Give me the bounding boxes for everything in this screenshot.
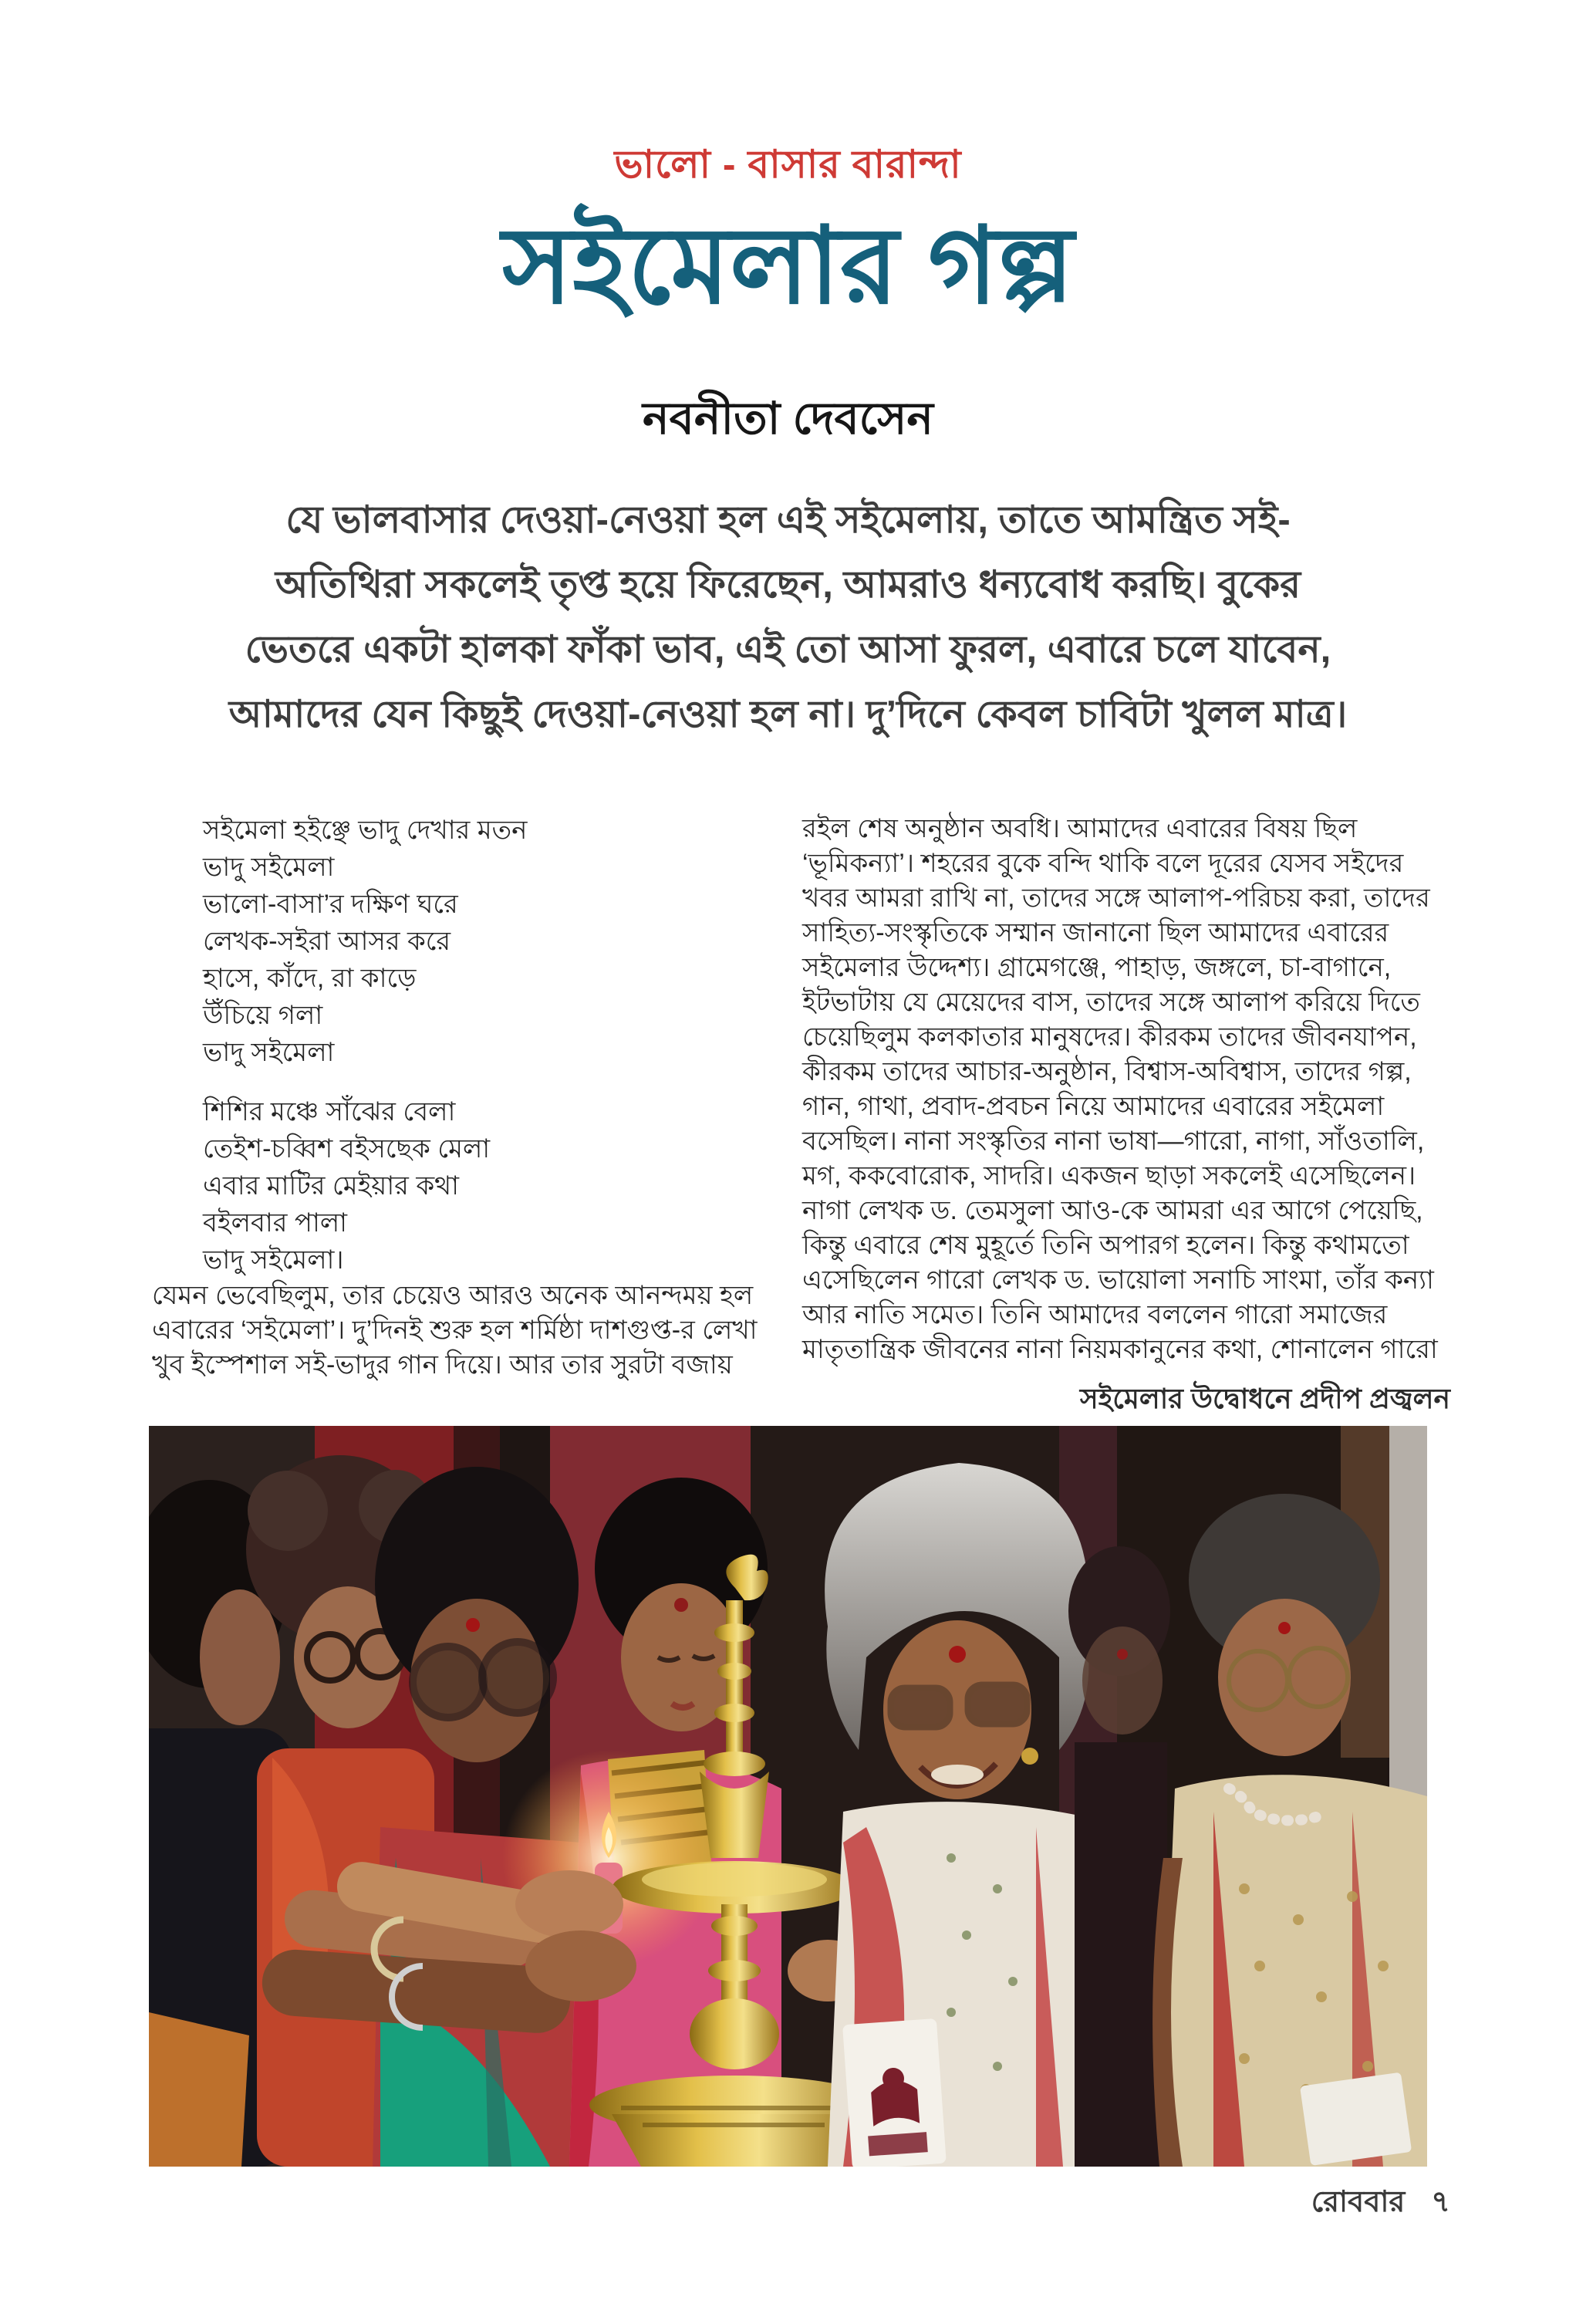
text-line: বইলবার পালা [203,1208,348,1238]
text-line: খুব ইস্পেশাল সই-ভাদুর গান দিয়ে। আর তার সুরটা বজায় [152,1350,733,1380]
ceremony-photo [149,1426,1427,2167]
text-line: রইল শেষ অনুষ্ঠান অবধি। আমাদের এবারের বিষয় ছিল [802,814,1358,843]
text-line: সইমেলা হইঞ্ছে ভাদু দেখার মতন [203,816,528,845]
text-line: ভাদু সইমেলা [203,853,335,882]
text-line: আর নাতি সমেত। তিনি আমাদের বললেন গারো সমাজের [802,1300,1388,1329]
text-line: সাহিত্য-সংস্কৃতিকে সম্মান জানানো ছিল আমাদের এবারের [802,918,1389,948]
text-line: কীরকম তাদের আচার-অনুষ্ঠান, বিশ্বাস-অবিশ্বাস, তাদের গল্প, [802,1057,1412,1086]
poem-stanza-2 [203,1093,769,1279]
paper-sheet [1300,2072,1412,2166]
text-line: শিশির মঞ্চে সাঁঝের বেলা [203,1097,456,1127]
text-line: গান, গাথা, প্রবাদ-প্রবচন নিয়ে আমাদের এবারের সইমেলা [802,1092,1385,1121]
author-byline: নবনীতা দেবসেন [642,394,934,444]
text-line: মাতৃতান্ত্রিক জীবনের নানা নিয়মকানুনের কথা, শোনালেন গারো [802,1335,1438,1364]
text-line: এবার মাটির মেইয়ার কথা [203,1171,459,1201]
text-line: সইমেলার উদ্দেশ্য। গ্রামেগঞ্জে, পাহাড়, জঙ্গলে, চা-বাগানে, [802,953,1392,982]
lamp-lighting-photo-illustration [149,1426,1427,2167]
text-line: এবারের ‘সইমেলা’। দু’দিনই শুরু হল শর্মিষ্ঠা দাশগুপ্ত-র লেখা [152,1316,758,1345]
badge-card [842,2018,947,2167]
text-line: ভালো-বাসা’র দক্ষিণ ঘরে [203,890,458,919]
section-kicker: ভালো - বাসার বারান্দা [614,143,962,186]
text-line: হাসে, কাঁদে, রা কাড়ে [203,964,417,993]
text-line: নাগা লেখক ড. তেমসুলা আও-কে আমরা এর আগে পেয়েছি, [802,1196,1423,1225]
page-footer [1311,2179,1450,2228]
text-line: কিন্তু এবারে শেষ মুহূর্তে তিনি অপারগ হলেন। কিন্তু কথামতো [802,1231,1409,1260]
text-line: চেয়েছিলুম কলকাতার মানুষদের। কীরকম তাদের জীবনযাপন, [802,1022,1417,1052]
text-line: তেইশ-চব্বিশ বইসছেক মেলা [203,1134,491,1164]
text-line: উঁচিয়ে গলা [203,1001,323,1030]
photo-caption: সইমেলার উদ্বোধনে প্রদীপ প্রজ্বলন [1079,1383,1450,1414]
text-line: ভেতরে একটা হালকা ফাঁকা ভাব, এই তো আসা ফুরল, এবারে চলে যাবেন, [245,629,1331,671]
text-line: লেখক-সইরা আসর করে [203,927,451,956]
text-line: ‘ভূমিকন্যা’। শহরের বুকে বন্দি থাকি বলে দূরের যেসব সইদের [802,849,1404,878]
text-line: যে ভালবাসার দেওয়া-নেওয়া হল এই সইমেলায়, তাতে আমন্ত্রিত সই- [285,499,1291,541]
text-line: বসেছিল। নানা সংস্কৃতির নানা ভাষা—গারো, নাগা, সাঁওতালি, [802,1127,1425,1156]
text-line: ইটভাটায় যে মেয়েদের বাস, তাদের সঙ্গে আলাপ করিয়ে দিতে [802,988,1420,1017]
right-text-column [802,812,1475,1367]
text-line: অতিথিরা সকলেই তৃপ্ত হয়ে ফিরেছেন, আমরাও ধন্যবোধ করছি। বুকের [275,564,1301,606]
text-line: মগ, ককবোরোক, সাদরি। একজন ছাড়া সকলেই এসেছিলেন। [802,1161,1416,1191]
text-line: ভাদু সইমেলা। [203,1245,344,1275]
stanza-gap [152,1071,769,1093]
left-text-column [152,812,769,1383]
left-column-prose [152,1279,769,1383]
page-number: ৭ [1431,2186,1450,2218]
text-line: যেমন ভেবেছিলুম, তার চেয়েও আরও অনেক আনন্দময় হল [152,1281,754,1310]
text-line: ভাদু সইমেলা [203,1038,335,1067]
poem-stanza-1 [203,812,769,1071]
intro-paragraph [116,488,1460,747]
publication-name: রোববার [1311,2186,1406,2218]
text-line: খবর আমরা রাখি না, তাদের সঙ্গে আলাপ-পরিচয় করা, তাদের [802,883,1430,913]
text-line: আমাদের যেন কিছুই দেওয়া-নেওয়া হল না। দু’দিনে কেবল চাবিটা খুলল মাত্র। [228,694,1348,735]
article-title: সইমেলার গল্প [501,207,1075,326]
text-line: এসেছিলেন গারো লেখক ড. ভায়োলা সনাচি সাংমা, তাঁর কন্যা [802,1265,1434,1295]
